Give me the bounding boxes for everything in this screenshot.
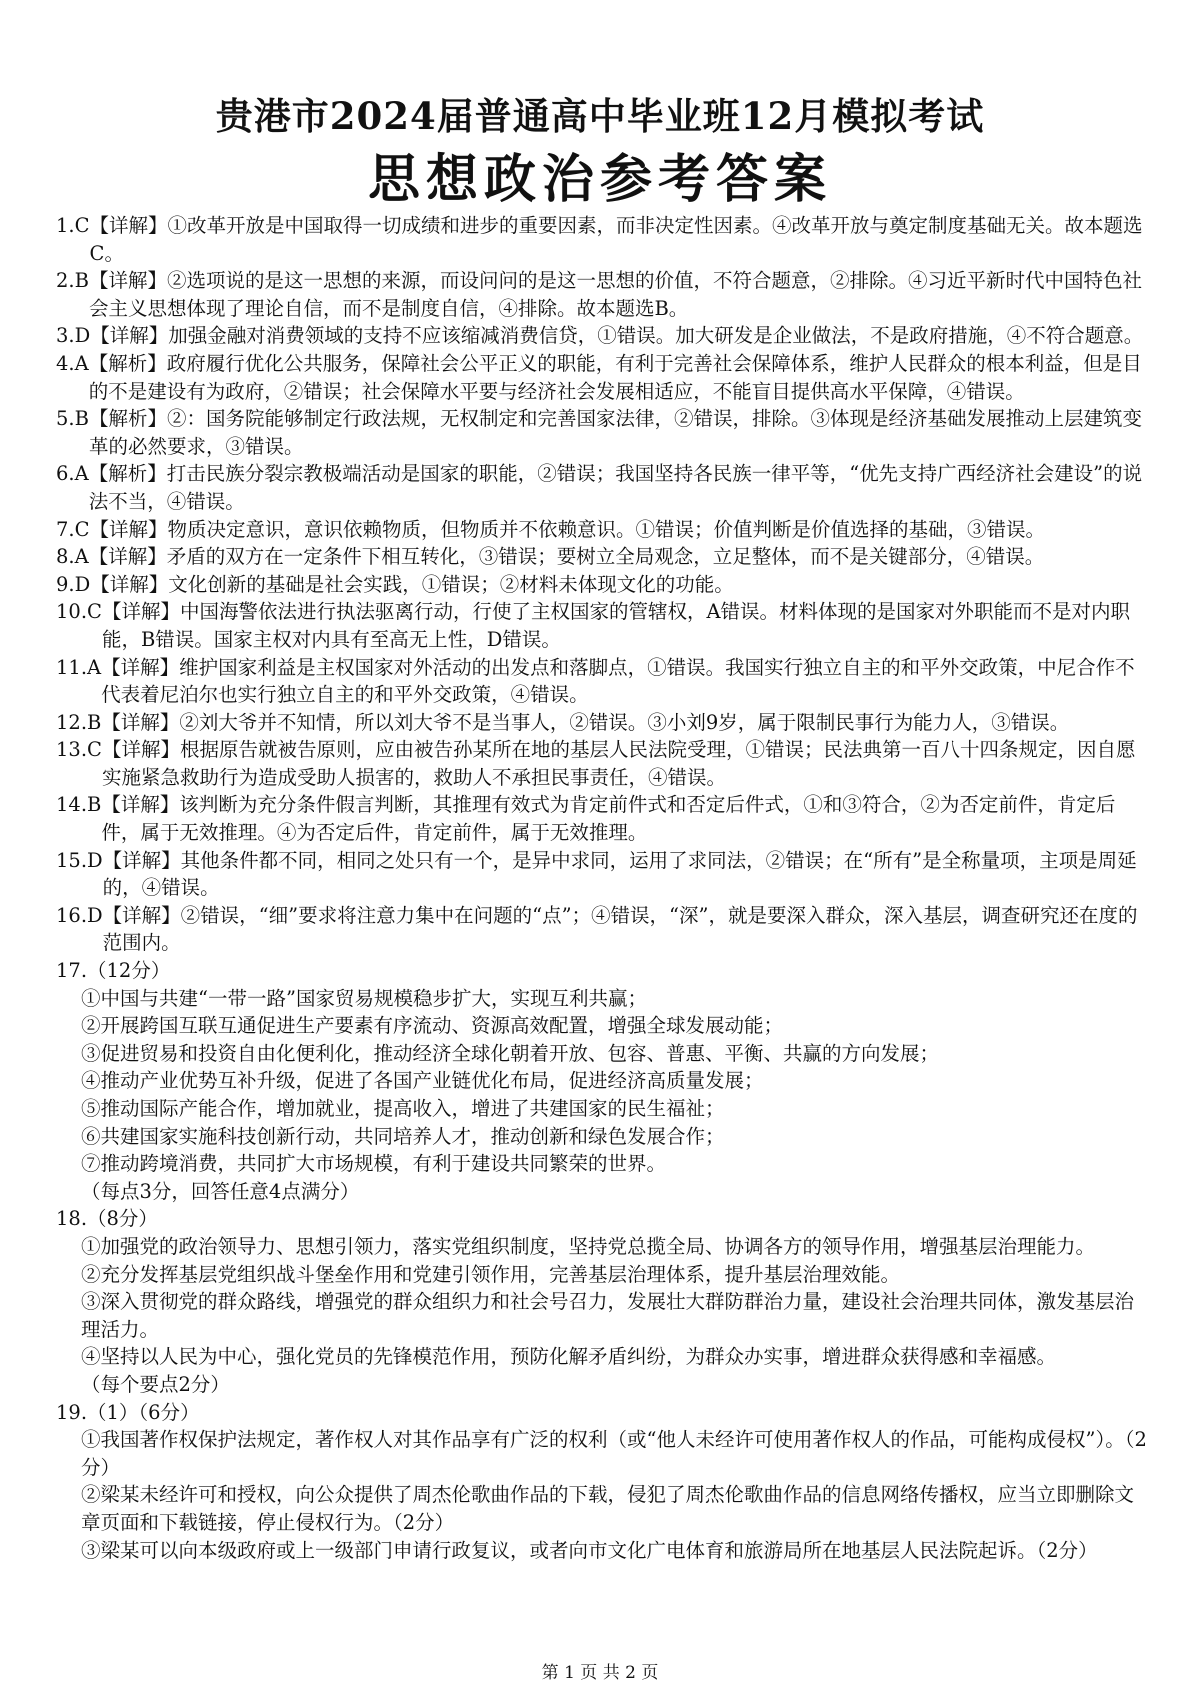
answer-point: ①加强党的政治领导力、思想引领力，落实党组织制度，坚持党总揽全局、协调各方的领导作用，增强基层治理能力。: [81, 1234, 1096, 1258]
answer-explanation: 【详解】根据原告就被告原则，应由被告孙某所在地的基层人民法院受理，①错误；民法典第一百八十四条规定，因自愿实施紧急救助行为造成受助人损害的，救助人不承担民事责任，④错误。: [101, 738, 1136, 789]
answer-item: [56, 736, 1148, 791]
answer-item: [56, 709, 1148, 737]
question-18: [56, 1205, 1148, 1398]
answer-explanation: 【详解】②错误，“细”要求将注意力集中在问题的“点”；④错误，“深”，就是要深入群众，深入基层，调查研究还在度的范围内。: [102, 903, 1138, 955]
answer-explanation: 【详解】该判断为充分条件假言判断，其推理有效式为肯定前件式和否定后件式，①和③符合，②为否定前件，肯定后件，属于无效推理。④为否定后件，肯定前件，属于无效推理。: [101, 793, 1116, 845]
question-19-points: [56, 1426, 1148, 1564]
answer-point: ③梁某可以向本级政府或上一级部门申请行政复议，或者向市文化广电体育和旅游局所在地基层人民法院起诉。（2分）: [81, 1538, 1098, 1562]
answer-number: 8.A: [56, 545, 89, 569]
answer-number: 7.C: [56, 517, 90, 541]
answer-number: 6.A: [56, 462, 89, 486]
answer-number: 10.C: [56, 600, 102, 624]
answer-explanation: 【解析】打击民族分裂宗教极端活动是国家的职能，②错误；我国坚持各民族一律平等，“优先支持广西经济社会建设”的说法不当，④错误。: [88, 462, 1143, 513]
answer-number: 4.A: [56, 351, 89, 375]
answer-number: 1.C: [56, 214, 90, 237]
page-number: 第 1 页 共 2 页: [541, 1663, 659, 1683]
answer-explanation: 【详解】其他条件都不同，相同之处只有一个，是异中求同，运用了求同法，②错误；在“所有”是全称量项，主项是周延的，④错误。: [102, 848, 1137, 900]
scoring-note: （每点3分，回答任意4点满分）: [81, 1179, 360, 1203]
question-18-points: [56, 1233, 1148, 1399]
answer-number: 2.B: [56, 269, 89, 293]
answer-explanation: 【详解】物质决定意识，意识依赖物质，但物质并不依赖意识。①错误；价值判断是价值选择的基础，③错误。: [89, 517, 1046, 541]
question-17: [56, 957, 1148, 1205]
question-18-heading: 18.（8分）: [56, 1207, 158, 1231]
answer-point: ④推动产业优势互补升级，促进了各国产业链优化布局，促进经济高质量发展；: [81, 1069, 764, 1093]
answer-point: ③深入贯彻党的群众路线，增强党的群众组织力和社会号召力，发展壮大群防群治力量，建设社会治理共同体，激发基层治理活力。: [81, 1290, 1135, 1341]
answer-point: ⑦推动跨境消费，共同扩大市场规模，有利于建设共同繁荣的世界。: [81, 1152, 667, 1176]
answer-item: [56, 791, 1148, 846]
answer-number: 11.A: [56, 655, 102, 679]
answer-point: ⑥共建国家实施科技创新行动，共同培养人才，推动创新和绿色发展合作；: [81, 1124, 725, 1148]
answer-explanation: 【详解】①改革开放是中国取得一切成绩和进步的重要因素，而非决定性因素。④改革开放与奠定制度基础无关。故本题选C。: [89, 214, 1143, 265]
answer-point: ①我国著作权保护法规定，著作权人对其作品享有广泛的权利（或“他人未经许可使用著作权人的作品，可能构成侵权”）。（2分）: [81, 1428, 1147, 1479]
answer-explanation: 【详解】加强金融对消费领域的支持不应该缩减消费信贷，①错误。加大研发是企业做法，不是政府措施，④不符合题意。: [90, 324, 1144, 348]
answer-item: [56, 654, 1148, 709]
answer-content: [56, 212, 1148, 1564]
answer-item: [56, 902, 1148, 957]
answer-explanation: 【详解】中国海警依法进行执法驱离行动，行使了主权国家的管辖权，A错误。材料体现的是国家对外职能而不是对内职能，B错误。国家主权对内具有至高无上性，D错误。: [101, 600, 1131, 651]
question-19-heading: 19.（1）（6分）: [56, 1400, 200, 1424]
answer-item: [56, 543, 1148, 571]
scoring-note: （每个要点2分）: [81, 1372, 230, 1396]
answer-explanation: 【解析】②：国务院能够制定行政法规，无权制定和完善国家法律，②错误，排除。③体现是经济基础发展推动上层建筑变革的必然要求，③错误。: [88, 407, 1142, 458]
answer-key-title: 思想政治参考答案: [367, 149, 832, 210]
answer-explanation: 【解析】政府履行优化公共服务，保障社会公平正义的职能，有利于完善社会保障体系，维护人民群众的根本利益，但是目的不是建设有为政府，②错误；社会保障水平要与经济社会发展相适应，不能盲目提供高水平保障，④错误。: [88, 351, 1142, 403]
answer-explanation: 【详解】文化创新的基础是社会实践，①错误；②材料未体现文化的功能。: [90, 572, 734, 596]
answer-point: ②充分发挥基层党组织战斗堡垒作用和党建引领作用，完善基层治理体系，提升基层治理效能。: [81, 1262, 901, 1286]
answer-number: 16.D: [56, 903, 103, 927]
answer-point: ②开展跨国互联互通促进生产要素有序流动、资源高效配置，增强全球发展动能；: [81, 1014, 784, 1038]
multiple-choice-answers: [56, 212, 1148, 957]
question-17-heading: 17.（12分）: [56, 959, 171, 983]
answer-explanation: 【详解】②刘大爷并不知情，所以刘大爷不是当事人，②错误。③小刘9岁，属于限制民事行为能力人，③错误。: [101, 710, 1070, 734]
answer-item: [56, 212, 1148, 267]
exam-title: 贵港市2024届普通高中毕业班12月模拟考试: [215, 94, 985, 138]
answer-point: ⑤推动国际产能合作，增加就业，提高收入，增进了共建国家的民生福祉；: [81, 1097, 725, 1120]
answer-number: 3.D: [56, 324, 91, 348]
answer-item: [56, 350, 1148, 405]
answer-point: ④坚持以人民为中心，强化党员的先锋模范作用，预防化解矛盾纠纷，为群众办实事，增进群众获得感和幸福感。: [81, 1345, 1057, 1369]
answer-explanation: 【详解】②选项说的是这一思想的来源，而设问问的是这一思想的价值，不符合题意，②排除。④习近平新时代中国特色社会主义思想体现了理论自信，而不是制度自信，④排除。故本题选B。: [88, 269, 1142, 320]
answer-point: ①中国与共建“一带一路”国家贸易规模稳步扩大，实现互利共赢；: [81, 986, 647, 1010]
answer-number: 14.B: [56, 793, 102, 817]
answer-number: 15.D: [56, 848, 103, 872]
answer-explanation: 【详解】矛盾的双方在一定条件下相互转化，③错误；要树立全局观念，立足整体，而不是关键部分，④错误。: [88, 545, 1045, 569]
answer-item: [56, 267, 1148, 322]
answer-point: ③促进贸易和投资自由化便利化，推动经济全球化朝着开放、包容、普惠、平衡、共赢的方向发展；: [81, 1041, 940, 1065]
answer-item: [56, 460, 1148, 515]
answer-item: [56, 516, 1148, 544]
answer-explanation: 【详解】维护国家利益是主权国家对外活动的出发点和落脚点，①错误。我国实行独立自主的和平外交政策，中尼合作不代表着尼泊尔也实行独立自主的和平外交政策，④错误。: [101, 655, 1135, 707]
answer-item: [56, 571, 1148, 599]
answer-item: [56, 847, 1148, 902]
answer-number: 12.B: [56, 710, 102, 734]
answer-point: ②梁某未经许可和授权，向公众提供了周杰伦歌曲作品的下载，侵犯了周杰伦歌曲作品的信息网络传播权，应当立即删除文章页面和下载链接，停止侵权行为。（2分）: [81, 1483, 1135, 1534]
question-17-points: [56, 985, 1148, 1206]
question-19: [56, 1399, 1148, 1565]
answer-item: [56, 322, 1148, 350]
answer-number: 9.D: [56, 572, 91, 596]
answer-item: [56, 405, 1148, 460]
answer-item: [56, 598, 1148, 653]
answer-number: 5.B: [56, 407, 89, 431]
answer-number: 13.C: [56, 738, 102, 762]
